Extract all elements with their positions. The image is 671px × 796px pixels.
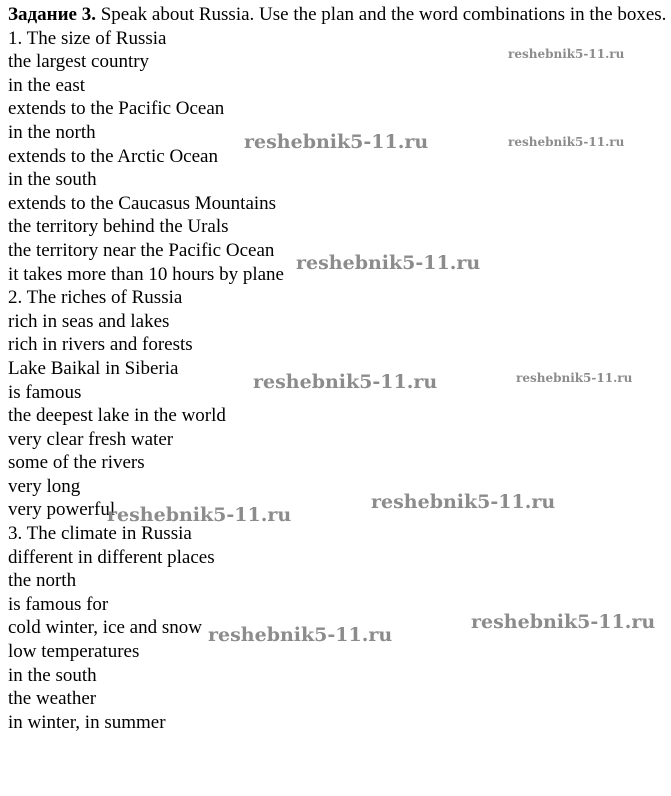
plan-line: in the south [8, 664, 97, 686]
watermark: reshebnik5-11.ru [253, 371, 438, 393]
plan-line: the territory behind the Urals [8, 216, 229, 238]
plan-heading-climate: 3. The climate in Russia [8, 523, 192, 545]
plan-line: it takes more than 10 hours by plane [8, 263, 284, 285]
watermark: reshebnik5-11.ru [516, 371, 633, 385]
watermark: reshebnik5-11.ru [471, 611, 656, 633]
watermark: reshebnik5-11.ru [508, 135, 625, 149]
plan-line: is famous for [8, 593, 109, 615]
plan-heading-riches: 2. The riches of Russia [8, 287, 183, 309]
plan-line: the largest country [8, 51, 150, 73]
plan-line: very powerful [8, 499, 116, 521]
plan-line: the north [8, 570, 77, 592]
plan-line: the deepest lake in the world [8, 405, 226, 427]
plan-line: in the east [8, 74, 86, 96]
plan-line: extends to the Caucasus Mountains [8, 192, 277, 214]
plan-line: extends to the Pacific Ocean [8, 98, 225, 120]
watermark: reshebnik5-11.ru [208, 624, 393, 646]
watermark: reshebnik5-11.ru [371, 491, 556, 513]
plan-line: is famous [8, 381, 82, 403]
plan-line: in winter, in summer [8, 711, 166, 733]
plan-line: in the south [8, 169, 97, 191]
plan-line: cold winter, ice and snow [8, 617, 202, 639]
plan-heading-size: 1. The size of Russia [8, 27, 167, 49]
plan-line: some of the rivers [8, 452, 145, 474]
plan-line: low temperatures [8, 641, 140, 663]
plan-line: very clear fresh water [8, 428, 174, 450]
plan-line: the territory near the Pacific Ocean [8, 239, 275, 261]
watermark: reshebnik5-11.ru [296, 252, 481, 274]
plan-line: different in different places [8, 546, 215, 568]
task-heading [8, 3, 668, 27]
watermark: reshebnik5-11.ru [508, 47, 625, 61]
plan-line: very long [8, 475, 81, 497]
plan-line: rich in rivers and forests [8, 334, 193, 356]
task-label: Задание 3. [8, 4, 96, 25]
plan-line: Lake Baikal in Siberia [8, 357, 179, 379]
plan-line: the weather [8, 688, 97, 710]
task-text: Speak about Russia. Use the plan and the word combinations in the boxes. [95, 4, 667, 25]
watermark: reshebnik5-11.ru [107, 504, 292, 526]
watermark: reshebnik5-11.ru [244, 131, 429, 153]
plan-line: rich in seas and lakes [8, 310, 170, 332]
plan-line: in the north [8, 121, 96, 143]
plan-line: extends to the Arctic Ocean [8, 145, 218, 167]
